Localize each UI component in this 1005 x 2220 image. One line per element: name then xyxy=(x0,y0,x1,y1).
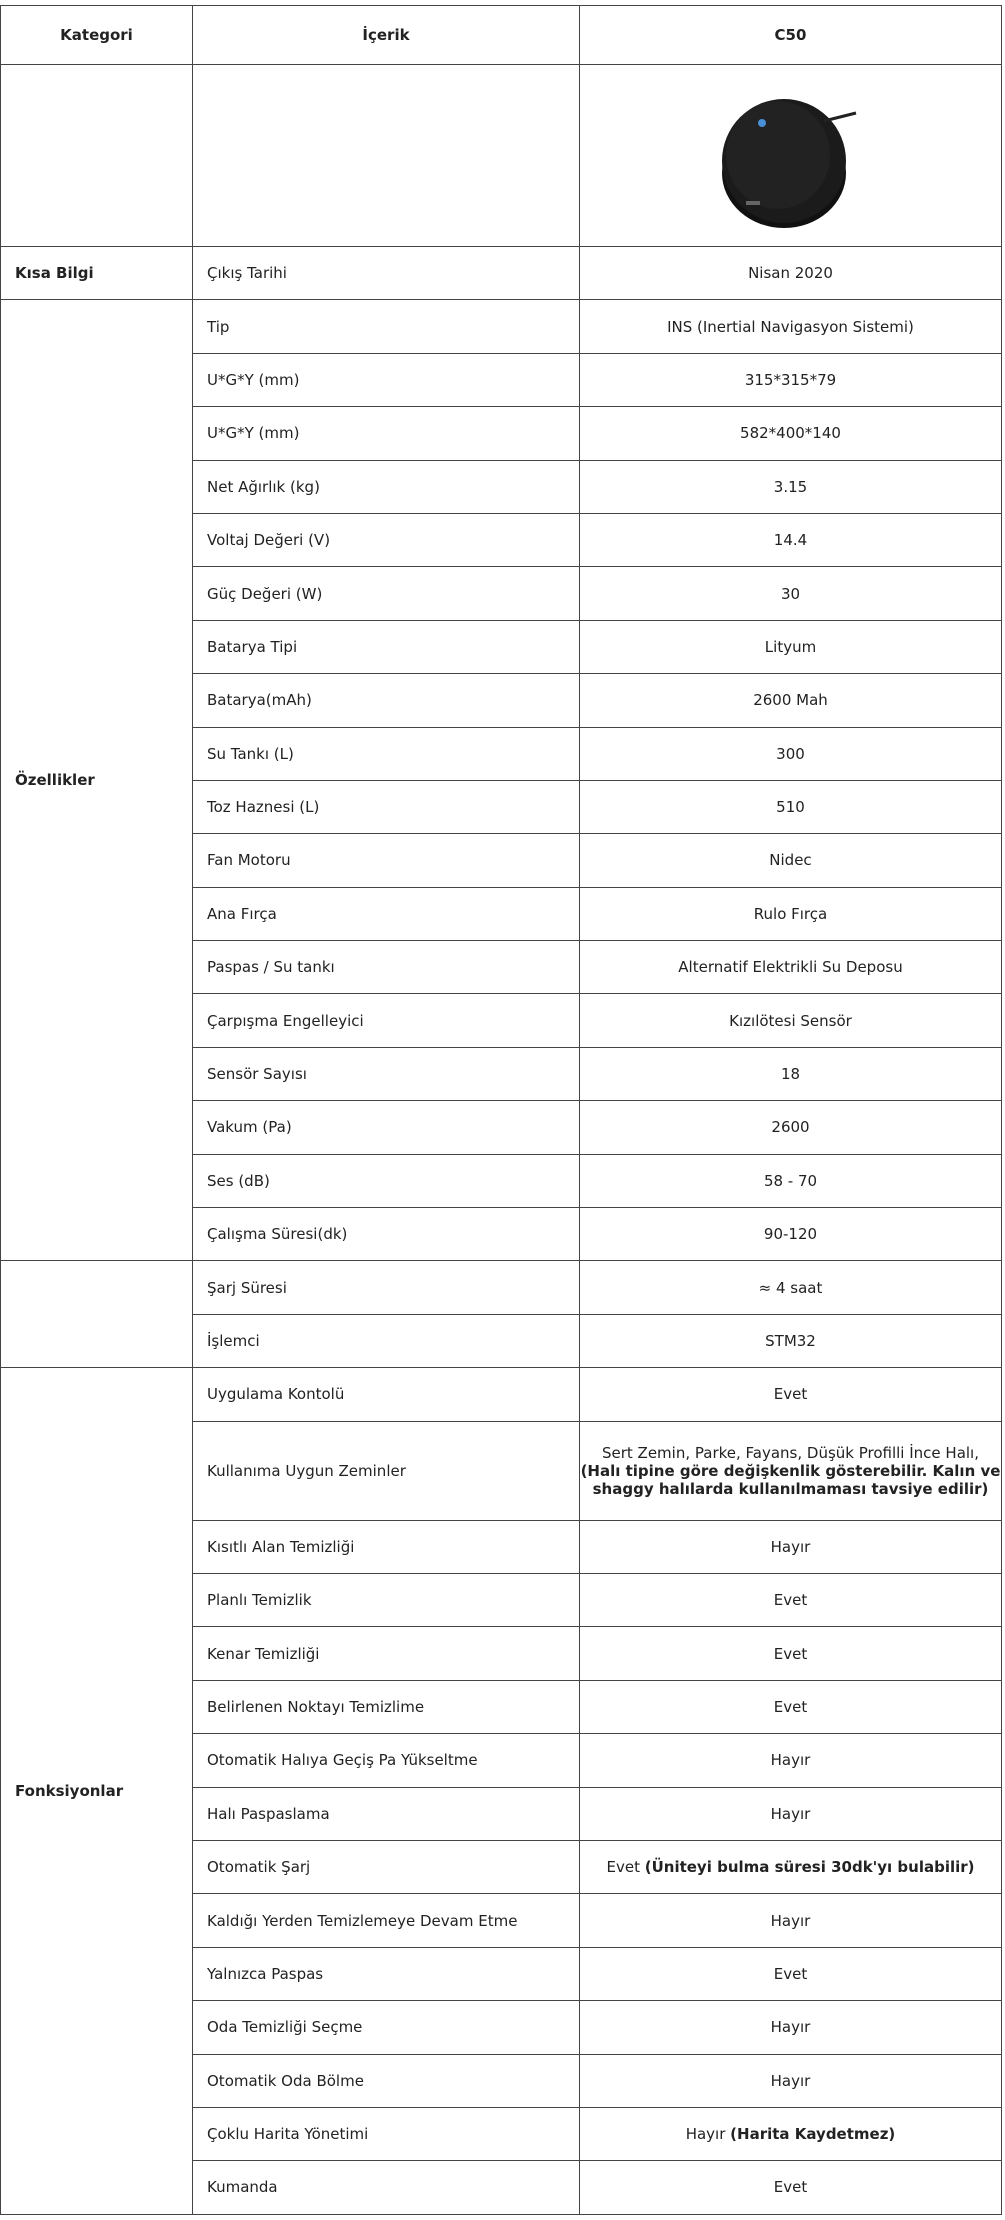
value-text: Hayır xyxy=(770,1751,811,1770)
row-label: Uygulama Kontolü xyxy=(193,1368,580,1421)
row-value xyxy=(580,513,1002,566)
value-text: Hayır xyxy=(770,2018,811,2037)
row-value xyxy=(580,1208,1002,1261)
row-label: Su Tankı (L) xyxy=(193,727,580,780)
row-value xyxy=(580,2001,1002,2054)
row-label: Kullanıma Uygun Zeminler xyxy=(193,1421,580,1520)
row-label: Çoklu Harita Yönetimi xyxy=(193,2107,580,2160)
value-text: 2600 Mah xyxy=(753,691,828,710)
table-row xyxy=(1,300,1002,353)
value-text: 14.4 xyxy=(773,531,808,550)
value-text: ≈ 4 saat xyxy=(758,1278,823,1297)
value-text: Kızılötesi Sensör xyxy=(729,1011,852,1030)
value-text: 30 xyxy=(780,584,801,603)
row-value xyxy=(580,1154,1002,1207)
row-label: Sensör Sayısı xyxy=(193,1047,580,1100)
row-value xyxy=(580,1894,1002,1947)
row-value xyxy=(580,1314,1002,1367)
value-text: Hayır xyxy=(770,1911,811,1930)
header-row xyxy=(1,6,1002,65)
category-ozellikler: Özellikler xyxy=(1,300,193,1261)
row-label: U*G*Y (mm) xyxy=(193,353,580,406)
row-value xyxy=(580,1421,1002,1520)
row-value xyxy=(580,1734,1002,1787)
value-text: STM32 xyxy=(765,1332,816,1350)
value-text: Evet xyxy=(773,1591,808,1610)
value-text: 510 xyxy=(776,798,805,817)
value-text: Nisan 2020 xyxy=(748,264,833,283)
row-label: Kenar Temizliği xyxy=(193,1627,580,1680)
value-text: 2600 xyxy=(771,1118,810,1137)
row-value xyxy=(580,460,1002,513)
row-value xyxy=(580,1573,1002,1626)
value-text: 315*315*79 xyxy=(744,370,837,389)
row-label: Çıkış Tarihi xyxy=(193,247,580,300)
row-value xyxy=(580,1947,1002,2000)
row-label: Şarj Süresi xyxy=(193,1261,580,1314)
value-text: 90-120 xyxy=(763,1225,818,1244)
value-text: Hayır xyxy=(770,2071,811,2090)
row-value xyxy=(580,834,1002,887)
row-label: Kısıtlı Alan Temizliği xyxy=(193,1520,580,1573)
value-text: 18 xyxy=(780,1065,801,1084)
header-model: C50 xyxy=(580,6,1002,65)
row-value xyxy=(580,1680,1002,1733)
row-value xyxy=(580,1627,1002,1680)
row-value xyxy=(580,1368,1002,1421)
row-value xyxy=(580,407,1002,460)
value-text: Evet xyxy=(773,2178,808,2197)
image-row xyxy=(1,65,1002,247)
value-note: (Halı tipine göre değişkenlik gösterebilir. Kalın ve shaggy halılarda kullanılmaması tavsiye edilir) xyxy=(580,1461,1001,1498)
row-label: Çalışma Süresi(dk) xyxy=(193,1208,580,1261)
value-text: Evet xyxy=(773,1964,808,1983)
row-value xyxy=(580,674,1002,727)
value-text: Evet xyxy=(773,1644,808,1663)
category-fonksiyonlar: Fonksiyonlar xyxy=(1,1368,193,2214)
row-label: Belirlenen Noktayı Temizlime xyxy=(193,1680,580,1733)
spec-table xyxy=(0,5,1002,2215)
table-row xyxy=(1,1368,1002,1421)
row-value xyxy=(580,353,1002,406)
empty-cell xyxy=(1,65,193,247)
value-text: 300 xyxy=(776,744,805,763)
category-empty xyxy=(1,1261,193,1368)
value-text: Evet xyxy=(773,1697,808,1716)
row-label: U*G*Y (mm) xyxy=(193,407,580,460)
row-label: Batarya(mAh) xyxy=(193,674,580,727)
row-value xyxy=(580,780,1002,833)
row-value xyxy=(580,2107,1002,2160)
row-label: Toz Haznesi (L) xyxy=(193,780,580,833)
row-value xyxy=(580,1101,1002,1154)
row-label: Net Ağırlık (kg) xyxy=(193,460,580,513)
row-label: Otomatik Halıya Geçiş Pa Yükseltme xyxy=(193,1734,580,1787)
row-value xyxy=(580,1787,1002,1840)
value-text: Alternatif Elektrikli Su Deposu xyxy=(678,958,903,977)
value-text: Hayır xyxy=(685,2125,726,2144)
value-text: Hayır xyxy=(770,1537,811,1556)
value-text: Nidec xyxy=(769,851,812,870)
row-label: Halı Paspaslama xyxy=(193,1787,580,1840)
row-value xyxy=(580,887,1002,940)
value-text: Lityum xyxy=(764,637,817,656)
row-value xyxy=(580,300,1002,353)
row-label: Ses (dB) xyxy=(193,1154,580,1207)
row-label: Otomatik Oda Bölme xyxy=(193,2054,580,2107)
empty-cell xyxy=(193,65,580,247)
row-label: Planlı Temizlik xyxy=(193,1573,580,1626)
row-value xyxy=(580,247,1002,300)
value-text: Evet xyxy=(606,1858,640,1877)
value-text: INS (Inertial Navigasyon Sistemi) xyxy=(667,317,914,336)
value-text: 3.15 xyxy=(773,477,808,496)
row-label: Paspas / Su tankı xyxy=(193,941,580,994)
value-note: (Harita Kaydetmez) xyxy=(730,2125,896,2144)
row-label: Kumanda xyxy=(193,2161,580,2214)
robot-vacuum-image xyxy=(716,81,866,231)
value-text: Rulo Fırça xyxy=(753,904,828,923)
header-kategori: Kategori xyxy=(1,6,193,65)
value-text: 58 - 70 xyxy=(763,1171,818,1190)
row-value xyxy=(580,1047,1002,1100)
row-label: İşlemci xyxy=(193,1314,580,1367)
value-note: (Üniteyi bulma süresi 30dk'yı bulabilir) xyxy=(644,1858,975,1877)
value-text: Evet xyxy=(773,1385,808,1404)
row-label: Çarpışma Engelleyici xyxy=(193,994,580,1047)
header-icerik: İçerik xyxy=(193,6,580,65)
row-label: Otomatik Şarj xyxy=(193,1840,580,1893)
product-image-cell xyxy=(580,65,1002,247)
row-value xyxy=(580,2054,1002,2107)
row-label: Vakum (Pa) xyxy=(193,1101,580,1154)
row-value xyxy=(580,1520,1002,1573)
row-label: Voltaj Değeri (V) xyxy=(193,513,580,566)
row-value xyxy=(580,1261,1002,1314)
row-label: Yalnızca Paspas xyxy=(193,1947,580,2000)
table-row xyxy=(1,247,1002,300)
row-value xyxy=(580,620,1002,673)
value-text: Hayır xyxy=(770,1804,811,1823)
category-kisa-bilgi: Kısa Bilgi xyxy=(1,247,193,300)
row-value xyxy=(580,1840,1002,1893)
row-label: Ana Fırça xyxy=(193,887,580,940)
row-label: Oda Temizliği Seçme xyxy=(193,2001,580,2054)
value-text: Sert Zemin, Parke, Fayans, Düşük Profilli İnce Halı, xyxy=(601,1443,979,1462)
row-value xyxy=(580,994,1002,1047)
row-label: Güç Değeri (W) xyxy=(193,567,580,620)
row-label: Tip xyxy=(193,300,580,353)
row-value xyxy=(580,941,1002,994)
row-value xyxy=(580,2161,1002,2214)
row-label: Fan Motoru xyxy=(193,834,580,887)
row-value xyxy=(580,727,1002,780)
row-value xyxy=(580,567,1002,620)
row-label: Batarya Tipi xyxy=(193,620,580,673)
row-label: Kaldığı Yerden Temizlemeye Devam Etme xyxy=(193,1894,580,1947)
value-text: 582*400*140 xyxy=(740,424,841,443)
table-row xyxy=(1,1261,1002,1314)
